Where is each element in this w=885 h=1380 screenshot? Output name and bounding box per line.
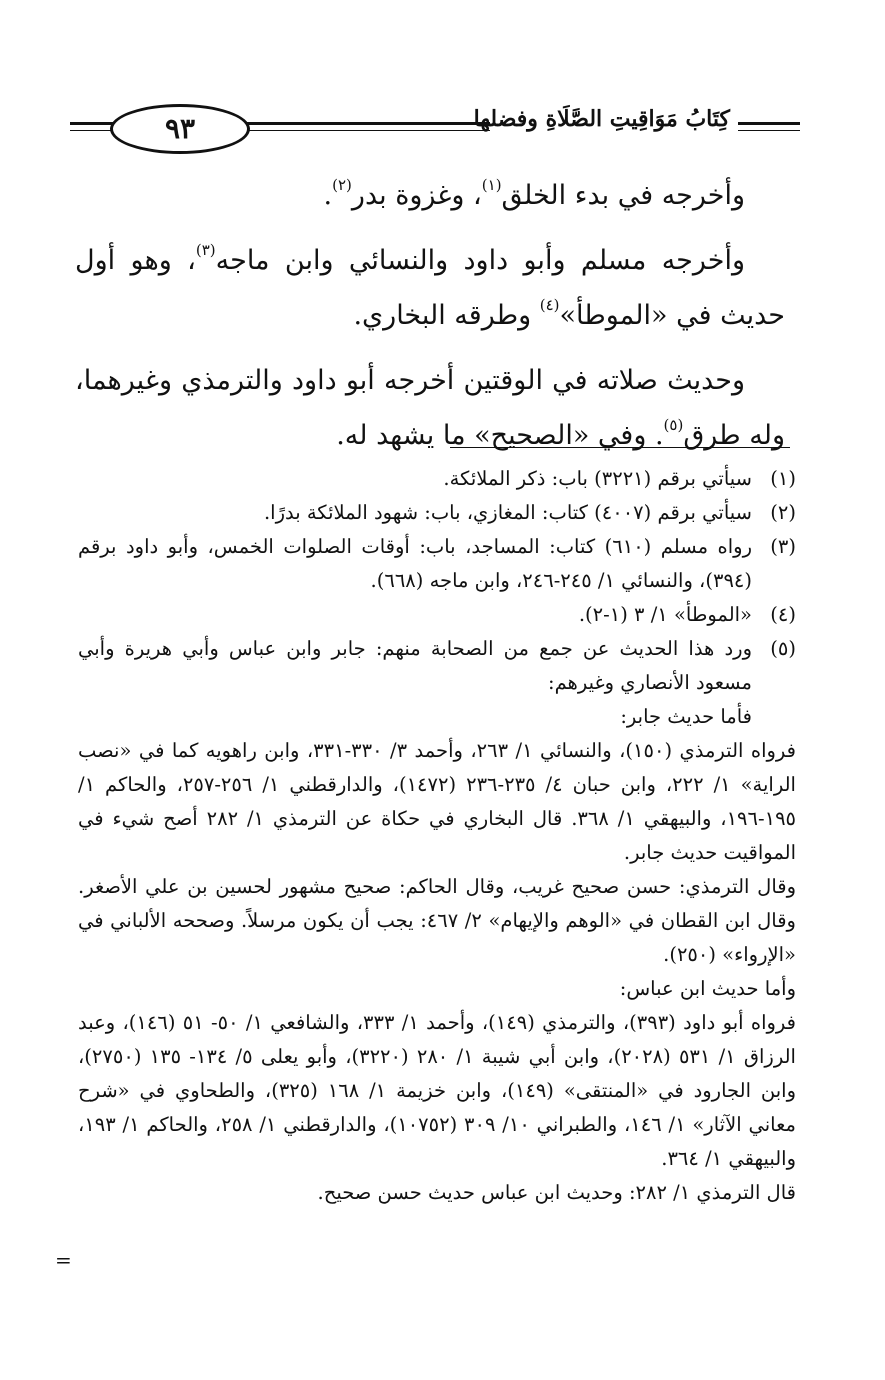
- footnote-paragraph: فرواه أبو داود (٣٩٣)، والترمذي (١٤٩)، وأحمد ١/ ٣٣٣، والشافعي ١/ ٥٠- ٥١ (١٤٦)، وعبد الرزاق ١/ ٥٣١ (٢٠٢٨)، وابن أبي شيبة ١/ ٢٨٠ (٣٢٢٠)، وأبو يعلى ٥/ ١٣٤- ١٣٥ (٢٧٥٠)، وابن الجارود في «المنتقى» (١٤٩)، وابن خزيمة ١/ ١٦٨ (٣٢٥)، والطحاوي في «شرح معاني الآثار» ١/ ١٤٦، والطبراني ١٠/ ٣٠٩ (١٠٧٥٢)، والدارقطني ١/ ٢٥٨، والحاكم ١/ ١٩٣، والبيهقي ١/ ٣٦٤.: [78, 1011, 797, 1170]
- header-rule-right-thin: [738, 130, 800, 131]
- footnote-paragraph: سيأتي برقم (٣٢٢١) باب: ذكر الملائكة.: [443, 467, 752, 490]
- footnote: [78, 462, 796, 496]
- footnote-ref: (٤): [539, 296, 560, 314]
- footnote-ref: (٥): [663, 416, 684, 434]
- footnote-paragraph: سيأتي برقم (٤٠٠٧) كتاب: المغازي، باب: شهود الملائكة بدرًا.: [263, 501, 752, 524]
- footnote-text: [78, 462, 752, 496]
- main-text: [75, 168, 785, 473]
- footnote-number: (٥): [770, 637, 796, 660]
- footnotes: [78, 462, 796, 1210]
- footnote-ref: (٢): [332, 176, 352, 194]
- page-number: ٩٣: [110, 104, 250, 154]
- margin-mark: =: [55, 1248, 72, 1272]
- footnote-paragraph: وأما حديث ابن عباس:: [619, 977, 796, 1000]
- footnote: [78, 632, 796, 1210]
- footnote-divider: [450, 447, 790, 448]
- footnote-number: (٣): [770, 535, 796, 558]
- body-paragraph: وأخرجه مسلم وأبو داود والنسائي وابن ماجه$^{(٣)}$، وهو أول حديث في «الموطأ»$^{(٤)}$ وطرقه البخاري.: [75, 241, 785, 331]
- footnote-paragraph: «الموطأ» ١/ ٣ (١-٢).: [578, 603, 752, 626]
- footnote: [78, 496, 796, 530]
- page-header: [70, 100, 800, 160]
- footnote-paragraph: فرواه الترمذي (١٥٠)، والنسائي ١/ ٢٦٣، وأحمد ٣/ ٣٣٠-٣٣١، وابن راهويه كما في «نصب الراية» ١/ ٢٢٢، وابن حبان ٤/ ٢٣٥-٢٣٦ (١٤٧٢)، والدارقطني ١/ ٢٥٦-٢٥٧، والحاكم ١/ ١٩٥-١٩٦، والبيهقي ١/ ٣٦٨. قال البخاري في حكاة عن الترمذي ١/ ٢٨٢ أصح شيء في المواقيت حديث جابر.: [78, 739, 797, 864]
- header-rule-middle-thin: [240, 130, 490, 131]
- body-paragraph: وحديث صلاته في الوقتين أخرجه أبو داود والترمذي وغيرهما، وله طرق$^{(٥)}$. وفي «الصحيح» ما يشهد له.: [75, 365, 785, 451]
- footnote-text: [78, 632, 797, 1210]
- footnote: [78, 598, 796, 632]
- footnote-number: (١): [770, 467, 796, 490]
- footnote-text: [78, 496, 752, 530]
- footnote-number: (٤): [770, 603, 796, 626]
- footnote-text: [78, 598, 752, 632]
- footnote-ref: (٣): [195, 241, 216, 259]
- footnote-paragraph: رواه مسلم (٦١٠) كتاب: المساجد، باب: أوقات الصلوات الخمس، وأبو داود برقم (٣٩٤)، والنسائي ١/ ٢٤٥-٢٤٦، وابن ماجه (٦٦٨).: [78, 535, 752, 592]
- footnote: [78, 530, 796, 598]
- running-title: كِتَابُ مَوَاقِيتِ الصَّلَاةِ وفضلها: [473, 106, 730, 132]
- body-paragraph: وأخرجه في بدء الخلق$^{(١)}$، وغزوة بدر$^{(٢)}$.: [323, 176, 745, 211]
- footnote-text: [78, 530, 752, 598]
- footnote-paragraph: ورد هذا الحديث عن جمع من الصحابة منهم: جابر وابن عباس وأبي هريرة وأبي مسعود الأنصاري وغيرهم:: [78, 637, 752, 694]
- header-rule-right: [738, 122, 800, 125]
- footnote-paragraph: وقال الترمذي: حسن صحيح غريب، وقال الحاكم: صحيح مشهور لحسين بن علي الأصغر. وقال ابن القطان في «الوهم والإيهام» ٢/ ٤٦٧: يجب أن يكون مرسلاً. وصححه الألباني في «الإرواء» (٢٥٠).: [78, 875, 796, 966]
- footnote-paragraph: فأما حديث جابر:: [620, 705, 752, 728]
- footnote-number: (٢): [770, 501, 796, 524]
- footnote-paragraph: قال الترمذي ١/ ٢٨٢: وحديث ابن عباس حديث حسن صحيح.: [317, 1181, 796, 1204]
- header-rule-middle: [240, 122, 490, 125]
- footnote-ref: (١): [481, 176, 502, 194]
